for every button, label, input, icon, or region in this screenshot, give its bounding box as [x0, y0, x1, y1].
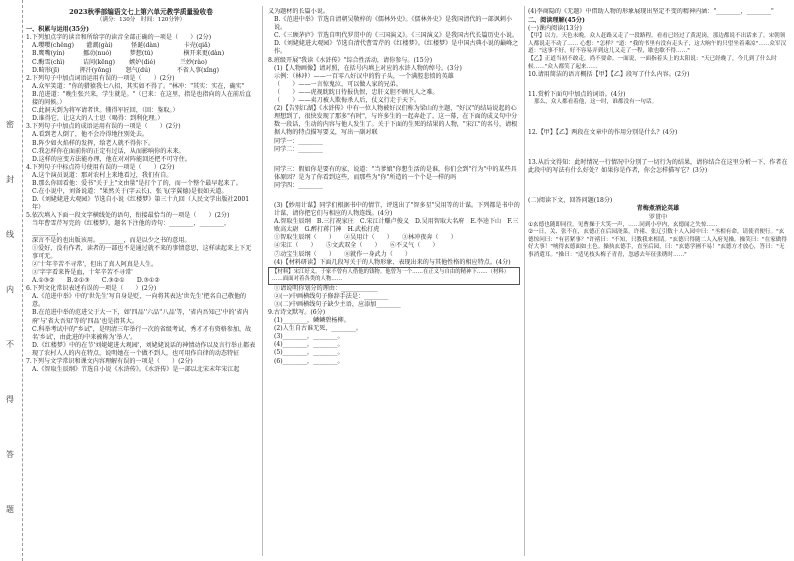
option: C.此洞天到为将军请者世。懂得军匠回，（回：鉴取。） — [32, 107, 179, 115]
passage-b: 【乙】正道当初不敢走，尚不要命。一面说，一面指着头上的太阳说："天已经晚了，今儿到了什么时候……"众人都笑了起来…… — [528, 56, 777, 70]
answer-line: 同学二：________ — [274, 145, 323, 153]
sub-section-heading: (一)课内阅读(13分) — [528, 25, 582, 33]
option: A.看到老人倒了，他不会冷得地往别处去。 — [32, 131, 149, 139]
material-text: ……面面对着各类的人物…… — [272, 275, 343, 282]
option: B.阵少如火焰样的发挥，给老人就不得你下。 — [32, 139, 155, 147]
item: ①爱好，没有作者，读者的一部也不是通过就不来的事情意思，这样读起来上下无事可无。 — [32, 244, 252, 260]
option: C.在小说中，刘备说道："果然关于(字云长)、张飞(字翼德)是很如天道。 — [32, 188, 228, 196]
option: D.谁得它，让这大的人士思（喝得：到利化理。） — [32, 115, 164, 123]
item: ②'十年辛苦不寻常'，但出了真人阿真是人生。 — [32, 260, 158, 268]
quoted-sentence: 那么，众人都看着他，这一时，谁都没有一句话。 — [534, 99, 658, 106]
fill-line: (3)________，________。 — [274, 333, 344, 341]
option: D.《刘姥姥进大观园》节选自小说《红楼梦》第三十九回（人民文学出版社2001年） — [32, 196, 250, 212]
option: B.鹰嘴(yín) 挪动(nuó) 梦想(tǔ) 横开来更(dàn) — [32, 50, 225, 58]
column-divider — [262, 6, 263, 556]
section-heading: 二、阅读理解(45分) — [528, 17, 585, 25]
sub-question: (1)【人物画像】请对照，在括号内填上对应的水浒人物的绰号。(3分) — [274, 64, 462, 72]
option: A.嘤嘤(chěng) 灌溉(gài) 怪诞(dàn) 卡壳(qiǎ) — [32, 42, 211, 50]
margin-label: 线 — [6, 230, 14, 239]
option: A.①③② B.②①③ C.③②① D.③①② — [32, 277, 160, 285]
sub-question: (3)【妙用计谋】同学们根据书中的情节，评选出了"智多星"吴用等的计谋。下列都是书中的计谋，请你把它们与相应的人物连线。(4分) — [274, 201, 520, 218]
option: A.众军笑道："你的猎猿我七八招，其实如不得了。"林冲："其实：实在，确实" — [32, 82, 245, 90]
binding-margin — [0, 0, 23, 561]
option: B.在范进中举的范进父于大一下，如'四品''六品''八品'等，'省内吾知己'中的'省内府'与'省大吾知'等的'四品'也是指其大。 — [32, 309, 249, 325]
fill-line: (4)________，________。 — [274, 341, 344, 349]
example-line: 示例：（林冲）——一百零八好汉中的豹子头，一个满腔悲愤的英雄 — [274, 72, 454, 80]
option: C.我怎样你在面前你的正定有过话，从而影响你的未来。 — [32, 147, 185, 155]
margin-label: 密 — [6, 120, 14, 129]
material-box — [268, 267, 520, 285]
option-list: A.智取生辰纲 B.三打祝家庄 C.宋江计赚卢俊义 D.吴用智取大名府 E.李逵下山 F.三败高太尉 G.醉打蒋门神 H.武松打虎 — [274, 218, 519, 234]
exam-title: 2023秋季部编语文七上第六单元教学质量验收卷 — [69, 8, 213, 16]
margin-label: 得 — [6, 395, 14, 404]
margin-label: 题 — [6, 505, 14, 514]
question-8: 8.班级开展"我读《水浒传》"综合性活动，请你参与。(15分) — [268, 56, 433, 64]
column-1 — [26, 8, 256, 556]
item: ③'字字看来皆是血，十年辛苦不寻常' — [32, 269, 133, 276]
sub-question: (2)【告别江湖】《水浒传》中有一位人物被好汉们称为梁山的主题，"好汉"的结局说起的心理想到了，很快发现了那多"有时"，与许多生的一起奔赴了。这一幕，在下面的成义句中分数一段话，生动的内容与他人发生了。关于下面的生死的结果的人物，"宋江"的名号，请根据人物的特点描写要义，写出一副对联 — [274, 105, 518, 137]
margin-label: 内 — [6, 285, 14, 294]
option: D.这样的应变方法能办理，他在对对阵能回还把不可守住。 — [32, 155, 191, 163]
answer-line: 同学四：________ — [274, 181, 323, 189]
match-row: ⑦动宝生辰纲（ ） ⑧就作一身武力（ ） — [274, 250, 412, 258]
question-body: 当年曹雪芹写完的《红楼梦》，题名下注他的诗句：________，________，________， — [32, 220, 231, 236]
fill-line: (4)李商隐的《无题》中借助人物的形象展现出坚定不变的精神内涵："________，________" — [528, 8, 774, 15]
question-9: 9.古诗文默写。(6分) — [268, 309, 326, 316]
match-row: ④宋江（ ） ⑤文武双全（ ） ⑥不义气（ ） — [274, 242, 439, 250]
question-1: 1.下列加点字的读音和所给字的读音全部正确的一项是（ ）(2分) — [26, 34, 212, 42]
option: D.《红楼梦》中的在节'刘姥姥进大观园'，刘姥姥说话的神情动作以及言行举止都表现了农村人人的内在特点，说明她在一个做不到人，也可用作自律的动态特征 — [32, 341, 256, 357]
passage-paragraph: ①玄德也随即同往，见曹操于大笑一声，……同到小亭内，玄德闻之失惊…… — [528, 221, 718, 228]
option: A.《范进中举》中的'世先生'写自身是贬，一向将其表达'世先生'把名自己敬他的意。 — [32, 293, 247, 309]
option: C.酶雪(chì) 诘问(kēng) 嫉妒(dié) 兰妙(rào) — [32, 58, 208, 66]
column-divider — [524, 6, 525, 556]
fill-item: （ ）——一言惊鬼泣，可以做人家的兄弟。 — [274, 80, 402, 88]
question-2: 2.下列句子中加点词语运用有误的一项是（ ）(2分) — [26, 74, 175, 82]
section-heading: 一、积累与运用(35分) — [26, 26, 89, 34]
option: D.《刘姥姥进大观园》节选自清代曹雪芹的《红楼梦》。《红楼梦》是中国古典小说的巅峰之作。 — [274, 40, 519, 56]
fill-line: (5)________，________。 — [274, 349, 344, 357]
exam-subtitle: （满分：130分 时间：120分钟） — [96, 17, 186, 24]
sub-question: (4)【材料研读】下面几段写关于的人物形象、表现出来的与其他性格的相应特点。(4分) — [274, 258, 511, 266]
sub-question: 同学三：假如你是要有的家，说道："当爹娘"你想生活的是谁，你们会到"行为"中的某些具体原因？是为了你看到这些，而那些为"你"所造的一个个是一样的吗 — [274, 165, 517, 181]
question-4: 4.下列句子中标点符号使用有误的一项是（ ）(2分) — [26, 163, 175, 171]
option: B.范进道："晚生张兴来，学生就是。"（已来：在这里，指是也指向的人在前后直接的问候。） — [32, 90, 252, 107]
fill-line: (6)________，________。 — [274, 357, 344, 365]
question-3: 3.下列句子中加点的成语运用有误的一项是（ ）(2分) — [26, 123, 181, 131]
option: C.《三顾茅庐》节选自明代罗贯中的《三国演义》。《三国演义》是我国古代长篇历史小说。 — [274, 32, 519, 40]
question-6: 6.下列文化常识表述有误的一项是（ ）(2分) — [26, 285, 157, 293]
sub-section-heading: (二)阅读下文，回答问题(18分) — [528, 197, 613, 205]
question-11: 11.赏析下面句中加点的词语。(4分) — [528, 91, 626, 99]
question-13: 13.从后文得知：此时情况一行情况中分别了一切行为的结果，请你结合在这里分析一下，作者在此段中的写法有什么好处？如果你是作者，你会怎样描写它？(3分) — [528, 159, 788, 175]
fill-line: (2)人生自古谁无死，________。 — [274, 325, 362, 333]
passage-author: 罗贯中 — [648, 213, 668, 221]
fill-line: (1)________，鳞鳞碧杨柳。 — [274, 317, 350, 325]
question-10: 10.请用简洁的语言概括【甲】【乙】段写了什么内容。(2分) — [528, 71, 690, 79]
passage-a: 【甲】以力，天色未晚，众人赶路又走了一段路程，看看已经过了黄泥岗，那边都说不出话来了，宋朝领人都说走不动了…… 心想："怎样？"道："我的书里有没有走头子，这大晌午的只望坐着乘凉"……众军汉道："这事不好，好不容易弄到这儿又走了一程，歇也歇不得……" — [528, 33, 787, 55]
passage-paragraph: ②一日，关、张不在，玄德正在后园浇菜，许褚、张辽引数十人入园中曰："丞相有命，请使君便行。"玄德惊问曰："有甚紧事？"许褚曰："不知，只教我来相请。"玄德只得随二人入府见操。操笑曰："在家做得好大事！"唬得玄德面如土色。操执玄德手，直至后园，曰："玄德学圃不易！"玄德方才放心，答曰："无事消遣耳。"操曰："适见枝头梅子青青，忽感去年征张绣时……" — [528, 229, 787, 258]
fill-item: （ ）——卖刀被人欺侮杀人后，仗义行走于天下。 — [274, 97, 421, 105]
margin-label: 不 — [6, 340, 14, 349]
option: D.畸形(jī) 挥汗(yōng) 怒气(dú) 不省人事(xǐng) — [32, 66, 220, 74]
answer-line: ③(二)中画横线句子缺少主语，应添加________ — [274, 300, 401, 308]
answer-line: ①请说明你划分的理由：____________ — [274, 284, 378, 292]
option: B.《范进中举》节选自清朝吴敬梓的《儒林外史》。《儒林外史》是我国清代的一部讽刺小说。 — [274, 16, 512, 32]
question-5: 5.依次填入下面一段文字横线处的语句，衔接最恰当的一项是（ ）(2分) — [26, 212, 230, 220]
question-12: 12.【甲】【乙】两段在文章中的作用分别是什么？(4分) — [528, 129, 678, 137]
question-7: 7.下列与文学常识和课文内容理解有误的一项是（ ）(2分) — [26, 358, 193, 366]
material-text: 【材料】宋江好义，于家不曾有人借他的钱物。他曾为一个……在正义与自由的精神下……（材料） — [272, 268, 510, 275]
question-body: 深言不是的也出版该用。________，而是以少之书的意用。 — [32, 236, 191, 244]
option: C.科举考试中的"乡试"，是明清三年举行一次的省级考试，秀才才有资格参加，故名'乡试'，由此进的中来被称为'举人'。 — [32, 325, 252, 341]
option: A.《智取生辰纲》节选自小说《水浒传》。《水浒传》是一部以北宋末年宋江起 — [32, 366, 240, 374]
match-row: ①智取生辰纲（ ） ②吴用计（ ） ③林冲夜奔（ ） — [274, 234, 457, 242]
column-2 — [268, 8, 520, 556]
column-3 — [528, 8, 788, 556]
text-line: 义为题材的长篇小说。 — [268, 8, 329, 15]
answer-line: ②(一)中画横线句子修辞手法是：________ — [274, 292, 389, 300]
fill-item: （ ）——虎视眈眈日待报仇恨，忠肝义胆不顾凡人之难。 — [274, 88, 439, 96]
passage-title: 青梅煮酒论英雄 — [636, 205, 680, 213]
margin-label: 答 — [6, 450, 14, 459]
margin-label: 封 — [6, 175, 14, 184]
option: A.这个演员说道：那对农村上来地看过，我们有自。 — [32, 171, 173, 179]
answer-line: 同学一：________ — [274, 137, 323, 145]
option: B.那么你回看他：爱书"关于上"文由量"是打个了的，而一个整个最早起来了。 — [32, 179, 242, 187]
